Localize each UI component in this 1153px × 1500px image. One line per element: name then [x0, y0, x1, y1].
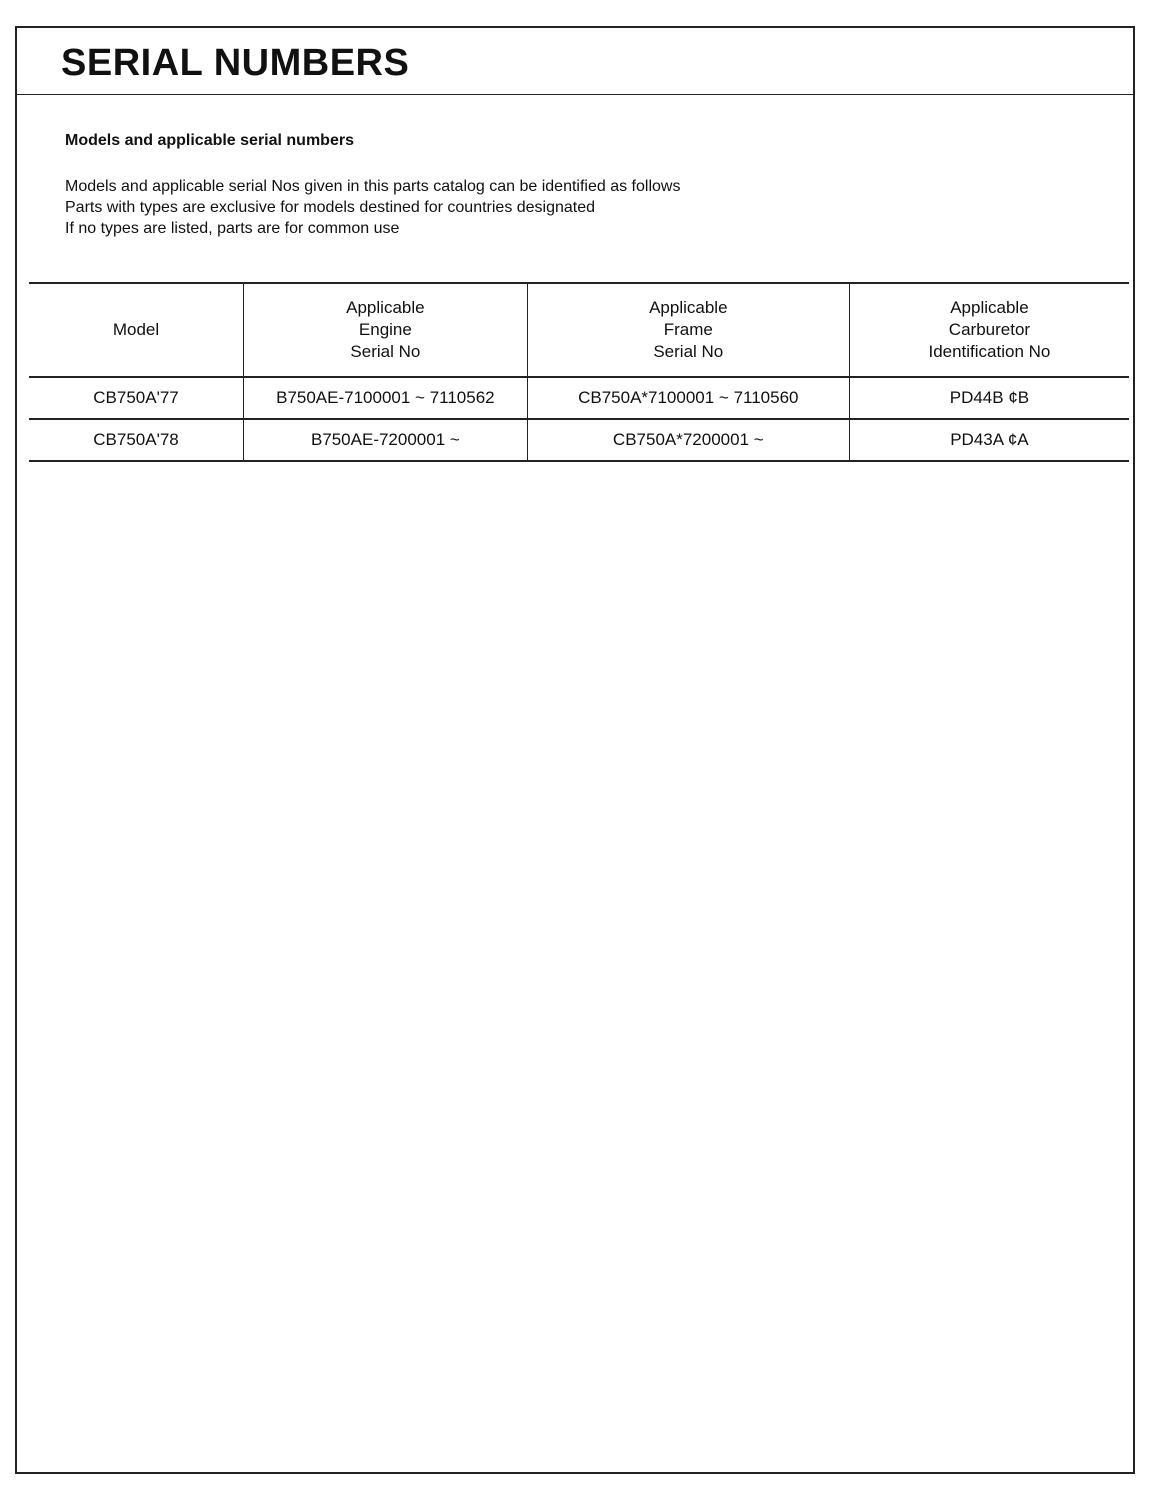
intro-paragraph	[65, 176, 680, 239]
table-row	[29, 419, 1129, 461]
cell-model: CB750A'77	[29, 377, 243, 419]
page-title: SERIAL NUMBERS	[61, 42, 410, 84]
cell-carburetor-id: PD44B ¢B	[949, 388, 1030, 407]
header-carburetor-id: Applicable Carburetor Identification No	[928, 298, 1051, 361]
intro-line: Parts with types are exclusive for models destined for countries designated	[65, 199, 596, 216]
cell-engine-serial: B750AE-7200001 ~	[243, 419, 527, 461]
header-frame-serial: Applicable Frame Serial No	[527, 283, 849, 377]
header-engine-serial: Applicable Engine Serial No	[243, 283, 527, 377]
section-subheading: Models and applicable serial numbers	[65, 132, 354, 149]
page-frame	[15, 26, 1135, 1474]
title-divider	[17, 94, 1133, 95]
cell-frame-serial: CB750A*7100001 ~ 7110560	[527, 377, 849, 419]
cell-frame-serial: CB750A*7200001 ~	[527, 419, 849, 461]
table-header-row	[29, 283, 1129, 377]
header-model: Model	[29, 283, 243, 377]
intro-line: If no types are listed, parts are for common use	[65, 220, 400, 237]
table-row	[29, 377, 1129, 419]
cell-model: CB750A'78	[29, 419, 243, 461]
intro-line: Models and applicable serial Nos given in this parts catalog can be identified as follows	[65, 178, 681, 195]
serial-numbers-table	[29, 282, 1129, 462]
cell-carburetor-id: PD43A ¢A	[950, 430, 1029, 449]
cell-engine-serial: B750AE-7100001 ~ 7110562	[243, 377, 527, 419]
